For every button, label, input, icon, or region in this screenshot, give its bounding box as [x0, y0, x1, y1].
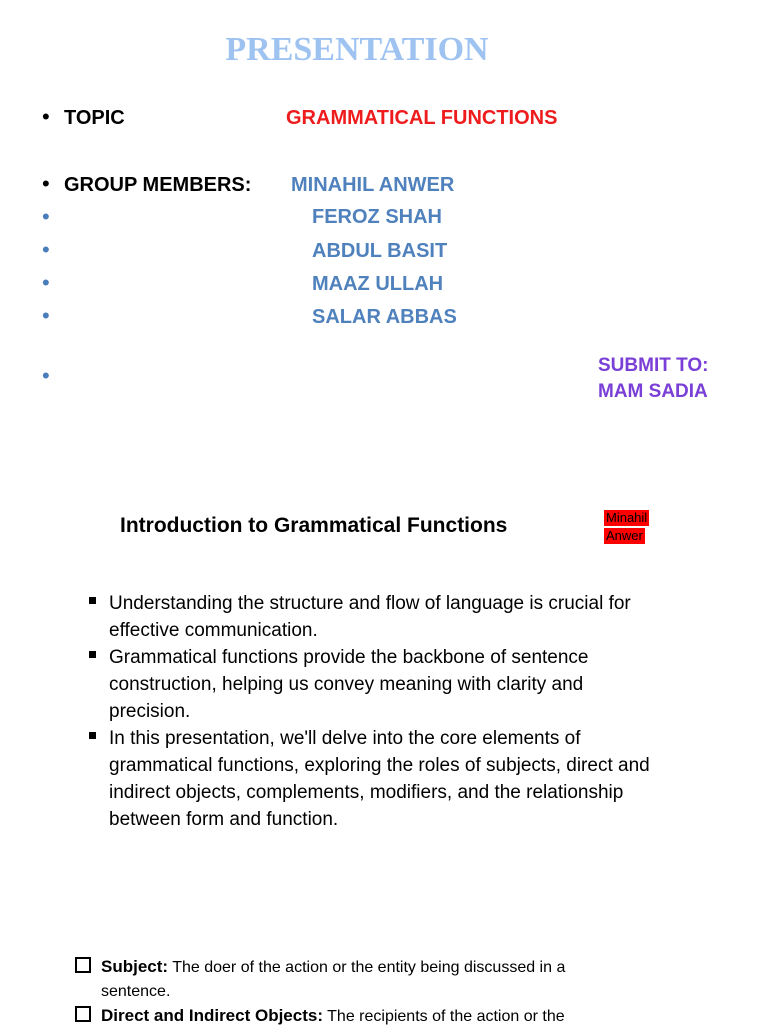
square-bullet-icon — [89, 651, 96, 658]
bullet-dot: • — [42, 303, 50, 328]
submit-to-label: SUBMIT TO: — [598, 355, 709, 376]
author-tag-line: Minahil — [606, 510, 648, 525]
member-name: MINAHIL ANWER — [291, 174, 455, 196]
author-tag-line: Anwer — [606, 528, 643, 543]
definition-objects: Direct and Indirect Objects: The recipients of the action or the — [101, 1006, 565, 1025]
member-name: ABDUL BASIT — [312, 240, 448, 262]
intro-bullet-text: Understanding the structure and flow of language is crucial for effective communication. — [109, 593, 631, 641]
author-tag — [604, 509, 649, 545]
group-members-label: GROUP MEMBERS: — [64, 174, 252, 196]
presentation-title: PRESENTATION — [225, 31, 489, 68]
intro-heading: Introduction to Grammatical Functions — [120, 514, 508, 537]
intro-bullet-text: In this presentation, we'll delve into the core elements of grammatical functions, exploring the roles of subjects, direct and indirect objects, complements, modifiers, and the relationship between form and function. — [109, 728, 650, 830]
bullet-dot: • — [42, 270, 50, 295]
member-name: FEROZ SHAH — [312, 206, 442, 228]
bullet-dot: • — [42, 363, 50, 388]
topic-label: TOPIC — [64, 107, 125, 129]
definition-subject: Subject: The doer of the action or the entity being discussed in a sentence. — [101, 957, 566, 1000]
square-bullet-icon — [89, 597, 96, 604]
submit-to-name: MAM SADIA — [598, 381, 708, 402]
bullet-dot: • — [42, 104, 50, 129]
member-name: MAAZ ULLAH — [312, 273, 444, 295]
intro-bullet-text: Grammatical functions provide the backbone of sentence construction, helping us convey meaning with clarity and precision. — [109, 647, 589, 722]
square-bullet-icon — [89, 732, 96, 739]
checkbox-bullet-icon — [75, 1006, 91, 1022]
topic-value: GRAMMATICAL FUNCTIONS — [286, 107, 558, 129]
checkbox-bullet-icon — [75, 957, 91, 973]
bullet-dot: • — [42, 204, 50, 229]
member-name: SALAR ABBAS — [312, 306, 457, 328]
bullet-dot: • — [42, 171, 50, 196]
bullet-dot: • — [42, 237, 50, 262]
